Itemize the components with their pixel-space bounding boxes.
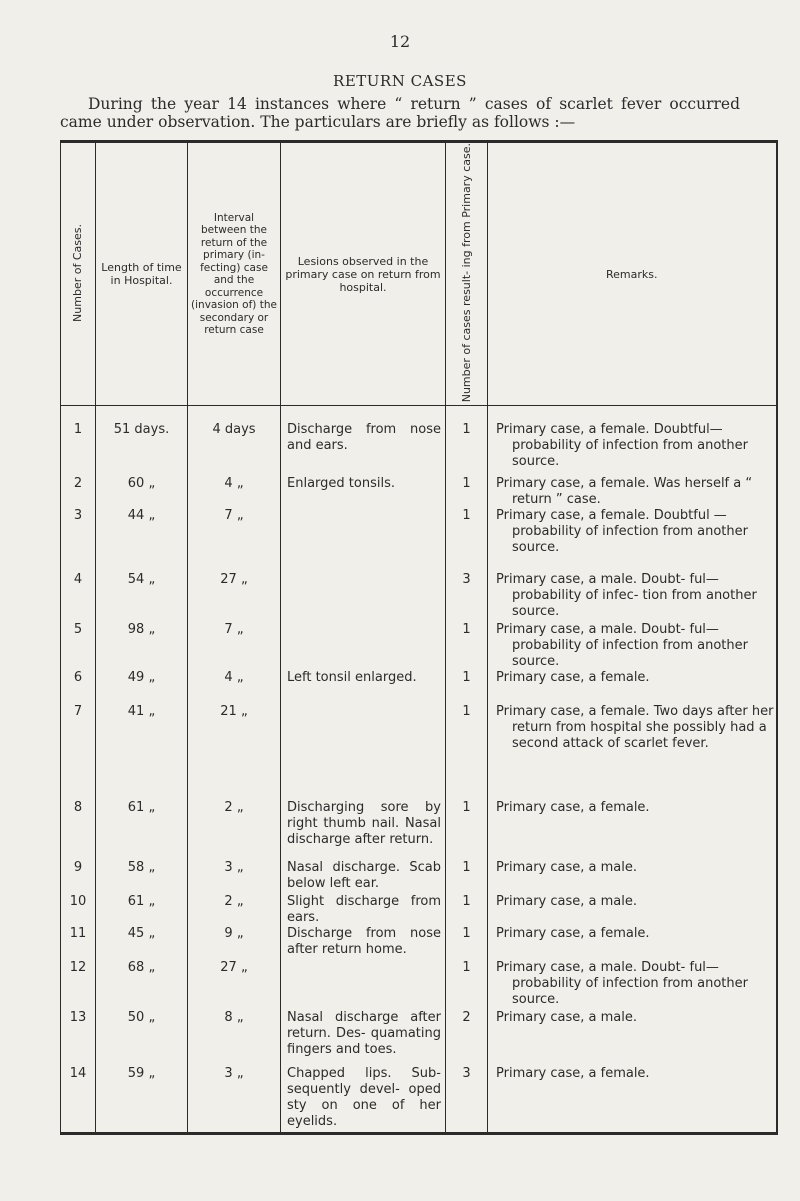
cases-resulting-cell — [446, 476, 488, 508]
case-number-cell-text: 4 — [73, 571, 83, 587]
case-number-cell-text: 8 — [73, 799, 83, 815]
table-row — [61, 800, 777, 860]
remarks-cell-text: Primary case, a female. Two days after her return from hospital she possibly had a second attack of scarlet fever. — [496, 703, 774, 751]
cases-resulting-cell-text: 1 — [462, 621, 471, 637]
interval-cell — [188, 476, 281, 508]
interval-cell — [188, 894, 281, 926]
lesions-cell-text: Nasal discharge. Scab below left ear. — [287, 859, 441, 891]
interval-cell-text: 2 „ — [224, 893, 244, 909]
remarks-cell — [488, 670, 777, 704]
remarks-cell-text: Primary case, a female. Was herself a “ return ” case. — [496, 475, 753, 507]
case-number-cell-text: 11 — [69, 925, 87, 941]
lesions-cell — [281, 704, 446, 800]
cases-resulting-cell — [446, 670, 488, 704]
interval-cell — [188, 1066, 281, 1134]
remarks-cell-text: Primary case, a female. — [496, 799, 650, 815]
length-in-hospital-cell — [96, 894, 188, 926]
section-heading: RETURN CASES — [333, 72, 467, 90]
interval-cell — [188, 508, 281, 572]
table-row — [61, 1010, 777, 1066]
lesions-cell-text: Discharge from nose after return home. — [287, 925, 441, 957]
table-row — [61, 894, 777, 926]
table-row — [61, 926, 777, 960]
lesions-cell-text: Nasal discharge after return. Des- quamating fingers and toes. — [287, 1009, 441, 1057]
cases-resulting-cell — [446, 622, 488, 670]
lesions-cell — [281, 670, 446, 704]
lesions-cell — [281, 476, 446, 508]
case-number-cell-text: 2 — [73, 475, 83, 491]
table-row — [61, 622, 777, 670]
lesions-cell-text: Slight discharge from ears. — [287, 893, 441, 925]
case-number-cell — [61, 894, 96, 926]
length-in-hospital-cell-text: 51 days. — [113, 422, 170, 438]
interval-cell — [188, 572, 281, 622]
cases-resulting-cell-text: 1 — [462, 859, 471, 875]
lesions-cell — [281, 860, 446, 894]
remarks-cell — [488, 960, 777, 1010]
lesions-cell — [281, 894, 446, 926]
length-in-hospital-cell — [96, 670, 188, 704]
interval-cell — [188, 1010, 281, 1066]
case-number-cell — [61, 476, 96, 508]
interval-cell-text: 3 „ — [224, 1065, 244, 1081]
interval-cell — [188, 622, 281, 670]
cases-resulting-cell-text: 1 — [462, 925, 471, 941]
case-number-cell — [61, 960, 96, 1010]
cases-resulting-cell — [446, 1066, 488, 1134]
cases-resulting-cell-text: 1 — [462, 507, 471, 523]
remarks-cell — [488, 800, 777, 860]
interval-cell-text: 7 „ — [224, 621, 244, 637]
case-number-cell-text: 13 — [69, 1009, 87, 1025]
header-number-of-cases: Number of Cases. — [61, 142, 96, 406]
lesions-cell — [281, 960, 446, 1010]
length-in-hospital-cell — [96, 860, 188, 894]
case-number-cell-text: 3 — [73, 507, 83, 523]
length-in-hospital-cell-text: 61 „ — [127, 799, 156, 815]
cases-resulting-cell — [446, 1010, 488, 1066]
page-number: 12 — [389, 32, 411, 51]
table-row — [61, 1066, 777, 1134]
length-in-hospital-cell — [96, 704, 188, 800]
cases-resulting-cell-text: 1 — [462, 893, 471, 909]
case-number-cell — [61, 572, 96, 622]
header-lesions: Lesions observed in the primary case on return from hospital. — [281, 142, 446, 406]
lesions-cell — [281, 406, 446, 476]
case-number-cell — [61, 670, 96, 704]
interval-cell-text: 27 „ — [220, 571, 248, 587]
case-number-cell — [61, 622, 96, 670]
length-in-hospital-cell-text: 49 „ — [127, 669, 156, 685]
case-number-cell — [61, 508, 96, 572]
cases-resulting-cell — [446, 572, 488, 622]
cases-resulting-cell-text: 1 — [462, 703, 471, 719]
remarks-cell — [488, 476, 777, 508]
cases-resulting-cell-text: 3 — [462, 571, 471, 587]
cases-resulting-cell-text: 1 — [462, 475, 471, 491]
length-in-hospital-cell-text: 59 „ — [127, 1065, 156, 1081]
interval-cell-text: 2 „ — [224, 799, 244, 815]
length-in-hospital-cell-text: 98 „ — [127, 621, 156, 637]
cases-resulting-cell — [446, 508, 488, 572]
lesions-cell — [281, 1066, 446, 1134]
case-number-cell — [61, 1010, 96, 1066]
length-in-hospital-cell-text: 41 „ — [127, 703, 156, 719]
length-in-hospital-cell — [96, 1010, 188, 1066]
lesions-cell-text: Chapped lips. Sub- sequently devel- oped sty on one of her eyelids. — [287, 1065, 441, 1129]
remarks-cell-text: Primary case, a male. Doubt- ful—probability of infec- tion from another source. — [496, 571, 757, 619]
length-in-hospital-cell-text: 60 „ — [127, 475, 156, 491]
header-interval: Interval between the return of the primary (in- fecting) case and the occurrence (invasion of) the secondary or return case — [188, 142, 281, 406]
remarks-cell-text: Primary case, a female. Doubtful — probability of infection from another source. — [496, 507, 748, 555]
length-in-hospital-cell-text: 68 „ — [127, 959, 156, 975]
length-in-hospital-cell-text: 50 „ — [127, 1009, 156, 1025]
remarks-cell — [488, 406, 777, 476]
remarks-cell-text: Primary case, a male. — [496, 1009, 637, 1025]
length-in-hospital-cell-text: 54 „ — [127, 571, 156, 587]
length-in-hospital-cell — [96, 926, 188, 960]
remarks-cell-text: Primary case, a female. — [496, 925, 650, 941]
lesions-cell — [281, 926, 446, 960]
lesions-cell-text: Left tonsil enlarged. — [287, 669, 417, 685]
remarks-cell-text: Primary case, a male. Doubt- ful—probability of infection from another source. — [496, 621, 748, 669]
length-in-hospital-cell — [96, 406, 188, 476]
interval-cell — [188, 960, 281, 1010]
interval-cell — [188, 704, 281, 800]
interval-cell-text: 4 „ — [224, 475, 244, 491]
remarks-cell — [488, 1010, 777, 1066]
interval-cell-text: 9 „ — [224, 925, 244, 941]
table-header-row — [61, 142, 777, 406]
remarks-cell-text: Primary case, a male. Doubt- ful—probability of infection from another source. — [496, 959, 748, 1007]
remarks-cell-text: Primary case, a female. Doubtful—probability of infection from another source. — [496, 422, 748, 470]
remarks-cell — [488, 926, 777, 960]
length-in-hospital-cell — [96, 508, 188, 572]
cases-resulting-cell — [446, 960, 488, 1010]
case-number-cell — [61, 1066, 96, 1134]
table-row — [61, 572, 777, 622]
remarks-cell — [488, 894, 777, 926]
length-in-hospital-cell-text: 45 „ — [127, 925, 156, 941]
cases-resulting-cell-text: 1 — [462, 669, 471, 685]
remarks-cell-text: Primary case, a female. — [496, 1065, 650, 1081]
interval-cell-text: 4 days — [212, 422, 256, 438]
length-in-hospital-cell-text: 58 „ — [127, 859, 156, 875]
return-cases-table — [60, 140, 778, 1135]
header-remarks: Remarks. — [488, 142, 777, 406]
case-number-cell — [61, 406, 96, 476]
cases-resulting-cell — [446, 926, 488, 960]
interval-cell-text: 21 „ — [220, 703, 248, 719]
case-number-cell-text: 9 — [73, 859, 83, 875]
length-in-hospital-cell-text: 44 „ — [127, 507, 156, 523]
cases-resulting-cell — [446, 406, 488, 476]
lesions-cell — [281, 622, 446, 670]
table-row — [61, 508, 777, 572]
lesions-cell — [281, 800, 446, 860]
length-in-hospital-cell — [96, 800, 188, 860]
interval-cell-text: 27 „ — [220, 959, 248, 975]
interval-cell — [188, 860, 281, 894]
remarks-cell-text: Primary case, a male. — [496, 859, 637, 875]
lesions-cell-text: Discharge from nose and ears. — [287, 422, 441, 454]
interval-cell-text: 3 „ — [224, 859, 244, 875]
table-row — [61, 406, 777, 476]
table-row — [61, 960, 777, 1010]
remarks-cell — [488, 508, 777, 572]
intro-paragraph: During the year 14 instances where “ return ” cases of scarlet fever occurred came under observation. The particulars are briefly as follows :— — [60, 95, 740, 131]
lesions-cell — [281, 508, 446, 572]
cases-resulting-cell — [446, 860, 488, 894]
remarks-cell-text: Primary case, a male. — [496, 893, 637, 909]
header-length-in-hospital: Length of time in Hospital. — [96, 142, 188, 406]
remarks-cell — [488, 1066, 777, 1134]
case-number-cell — [61, 704, 96, 800]
table-row — [61, 860, 777, 894]
case-number-cell-text: 14 — [69, 1065, 87, 1081]
interval-cell — [188, 926, 281, 960]
cases-resulting-cell-text: 3 — [462, 1065, 471, 1081]
remarks-cell — [488, 622, 777, 670]
header-cases-resulting: Number of cases result- ing from Primary case. — [446, 142, 488, 406]
length-in-hospital-cell-text: 61 „ — [127, 893, 156, 909]
table-row — [61, 670, 777, 704]
length-in-hospital-cell — [96, 1066, 188, 1134]
cases-resulting-cell — [446, 704, 488, 800]
interval-cell — [188, 800, 281, 860]
length-in-hospital-cell — [96, 960, 188, 1010]
case-number-cell-text: 7 — [73, 703, 83, 719]
table-row — [61, 476, 777, 508]
lesions-cell-text: Discharging sore by right thumb nail. Nasal discharge after return. — [287, 799, 441, 847]
case-number-cell-text: 6 — [73, 669, 83, 685]
case-number-cell — [61, 860, 96, 894]
length-in-hospital-cell — [96, 476, 188, 508]
interval-cell-text: 7 „ — [224, 507, 244, 523]
cases-resulting-cell-text: 1 — [462, 422, 471, 438]
case-number-cell-text: 12 — [69, 959, 87, 975]
remarks-cell — [488, 704, 777, 800]
cases-resulting-cell — [446, 894, 488, 926]
cases-resulting-cell — [446, 800, 488, 860]
lesions-cell — [281, 572, 446, 622]
table-row — [61, 704, 777, 800]
cases-resulting-cell-text: 1 — [462, 959, 471, 975]
length-in-hospital-cell — [96, 622, 188, 670]
case-number-cell-text: 10 — [69, 893, 87, 909]
interval-cell-text: 8 „ — [224, 1009, 244, 1025]
interval-cell — [188, 670, 281, 704]
remarks-cell — [488, 860, 777, 894]
lesions-cell-text: Enlarged tonsils. — [287, 475, 395, 491]
case-number-cell — [61, 800, 96, 860]
case-number-cell-text: 1 — [73, 422, 83, 438]
remarks-cell — [488, 572, 777, 622]
case-number-cell-text: 5 — [73, 621, 83, 637]
case-number-cell — [61, 926, 96, 960]
lesions-cell — [281, 1010, 446, 1066]
length-in-hospital-cell — [96, 572, 188, 622]
cases-resulting-cell-text: 2 — [462, 1009, 471, 1025]
interval-cell — [188, 406, 281, 476]
cases-resulting-cell-text: 1 — [462, 799, 471, 815]
interval-cell-text: 4 „ — [224, 669, 244, 685]
remarks-cell-text: Primary case, a female. — [496, 669, 650, 685]
